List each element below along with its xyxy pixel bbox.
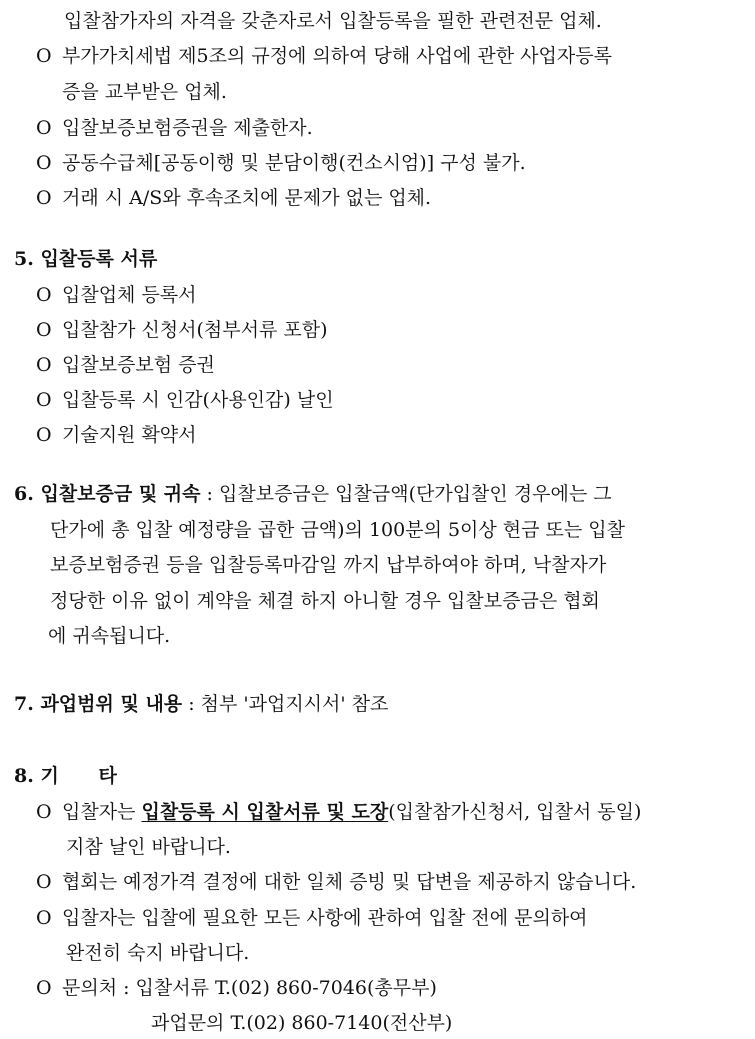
list-item <box>36 282 197 308</box>
list-item <box>36 869 636 895</box>
list-item <box>36 317 328 343</box>
paragraph-text: 입찰보증금은 입찰금액(단가입찰인 경우에는 그 <box>219 483 612 505</box>
list-item <box>36 43 612 69</box>
list-item <box>36 387 334 413</box>
list-item-text: (입찰참가신청서, 입찰서 동일) <box>388 801 642 823</box>
bullet-icon: O <box>36 117 52 139</box>
paragraph-line: 정당한 이유 없이 계약을 체결 하지 아니할 경우 입찰보증금은 협회 <box>50 590 600 612</box>
list-item <box>36 185 431 211</box>
bullet-icon: O <box>36 907 52 929</box>
separator: : <box>200 483 219 505</box>
list-item <box>36 422 197 448</box>
bullet-icon: O <box>36 424 52 446</box>
bullet-icon: O <box>36 977 52 999</box>
qualification-continued: 입찰참가자의 자격을 갖춘자로서 입찰등록을 필한 관련전문 업체. <box>64 10 602 32</box>
list-item-text: 기술지원 확약서 <box>62 424 197 446</box>
list-item-text: 입찰참가 신청서(첨부서류 포함) <box>62 319 328 341</box>
list-item-text: 입찰자는 <box>62 801 142 823</box>
list-item-text: 입찰보증보험증권을 제출한자. <box>62 117 313 139</box>
section-6-line <box>14 481 612 507</box>
list-item <box>36 975 437 1001</box>
list-item-text: 거래 시 A/S와 후속조치에 문제가 없는 업체. <box>62 187 432 209</box>
section-text: : 첨부 '과업지시서' 참조 <box>182 693 389 715</box>
paragraph-line: 단가에 총 입찰 예정량을 곱한 금액)의 100분의 5이상 현금 또는 입찰 <box>50 519 626 541</box>
bullet-icon: O <box>36 45 52 67</box>
list-item <box>36 352 215 378</box>
list-item-continued: 지참 날인 바랍니다. <box>66 836 231 858</box>
bullet-icon: O <box>36 284 52 306</box>
list-item <box>36 905 588 931</box>
list-item-text: 부가가치세법 제5조의 규정에 의하여 당해 사업에 관한 사업자등록 <box>62 45 612 67</box>
paragraph-line: 에 귀속됩니다. <box>48 625 171 647</box>
section-heading-7: 7. 과업범위 및 내용 <box>14 693 183 715</box>
list-item-text: 입찰등록 시 인감(사용인감) 날인 <box>62 389 334 411</box>
bullet-icon: O <box>36 389 52 411</box>
contact-info: 문의처 : 입찰서류 T.(02) 860-7046(총무부) <box>62 977 437 999</box>
list-item-text: 공동수급체[공동이행 및 분담이행(컨소시엄)] 구성 불가. <box>62 152 526 174</box>
section-7-line <box>14 691 388 717</box>
section-heading-8: 8. 기 타 <box>14 765 117 787</box>
bullet-icon: O <box>36 187 52 209</box>
section-heading-6: 6. 입찰보증금 및 귀속 <box>14 483 201 505</box>
bullet-icon: O <box>36 354 52 376</box>
list-item <box>36 799 641 825</box>
list-item-text: 협회는 예정가격 결정에 대한 일체 증빙 및 답변을 제공하지 않습니다. <box>62 871 637 893</box>
bullet-icon: O <box>36 319 52 341</box>
list-item <box>36 115 313 141</box>
paragraph-line: 보증보험증권 등을 입찰등록마감일 까지 납부하여야 하며, 낙찰자가 <box>50 554 607 576</box>
list-item-continued: 증을 교부받은 업체. <box>62 81 227 103</box>
list-item-text: 입찰업체 등록서 <box>62 284 197 306</box>
list-item-text: 입찰자는 입찰에 필요한 모든 사항에 관하여 입찰 전에 문의하여 <box>62 907 588 929</box>
underlined-emphasis: 입찰등록 시 입찰서류 및 도장 <box>141 801 389 823</box>
contact-info-continued: 과업문의 T.(02) 860-7140(전산부) <box>151 1012 453 1034</box>
bullet-icon: O <box>36 871 52 893</box>
bullet-icon: O <box>36 801 52 823</box>
list-item <box>36 150 526 176</box>
section-heading-5: 5. 입찰등록 서류 <box>14 248 158 270</box>
list-item-continued: 완전히 숙지 바랍니다. <box>66 942 250 964</box>
bullet-icon: O <box>36 152 52 174</box>
list-item-text: 입찰보증보험 증권 <box>62 354 215 376</box>
